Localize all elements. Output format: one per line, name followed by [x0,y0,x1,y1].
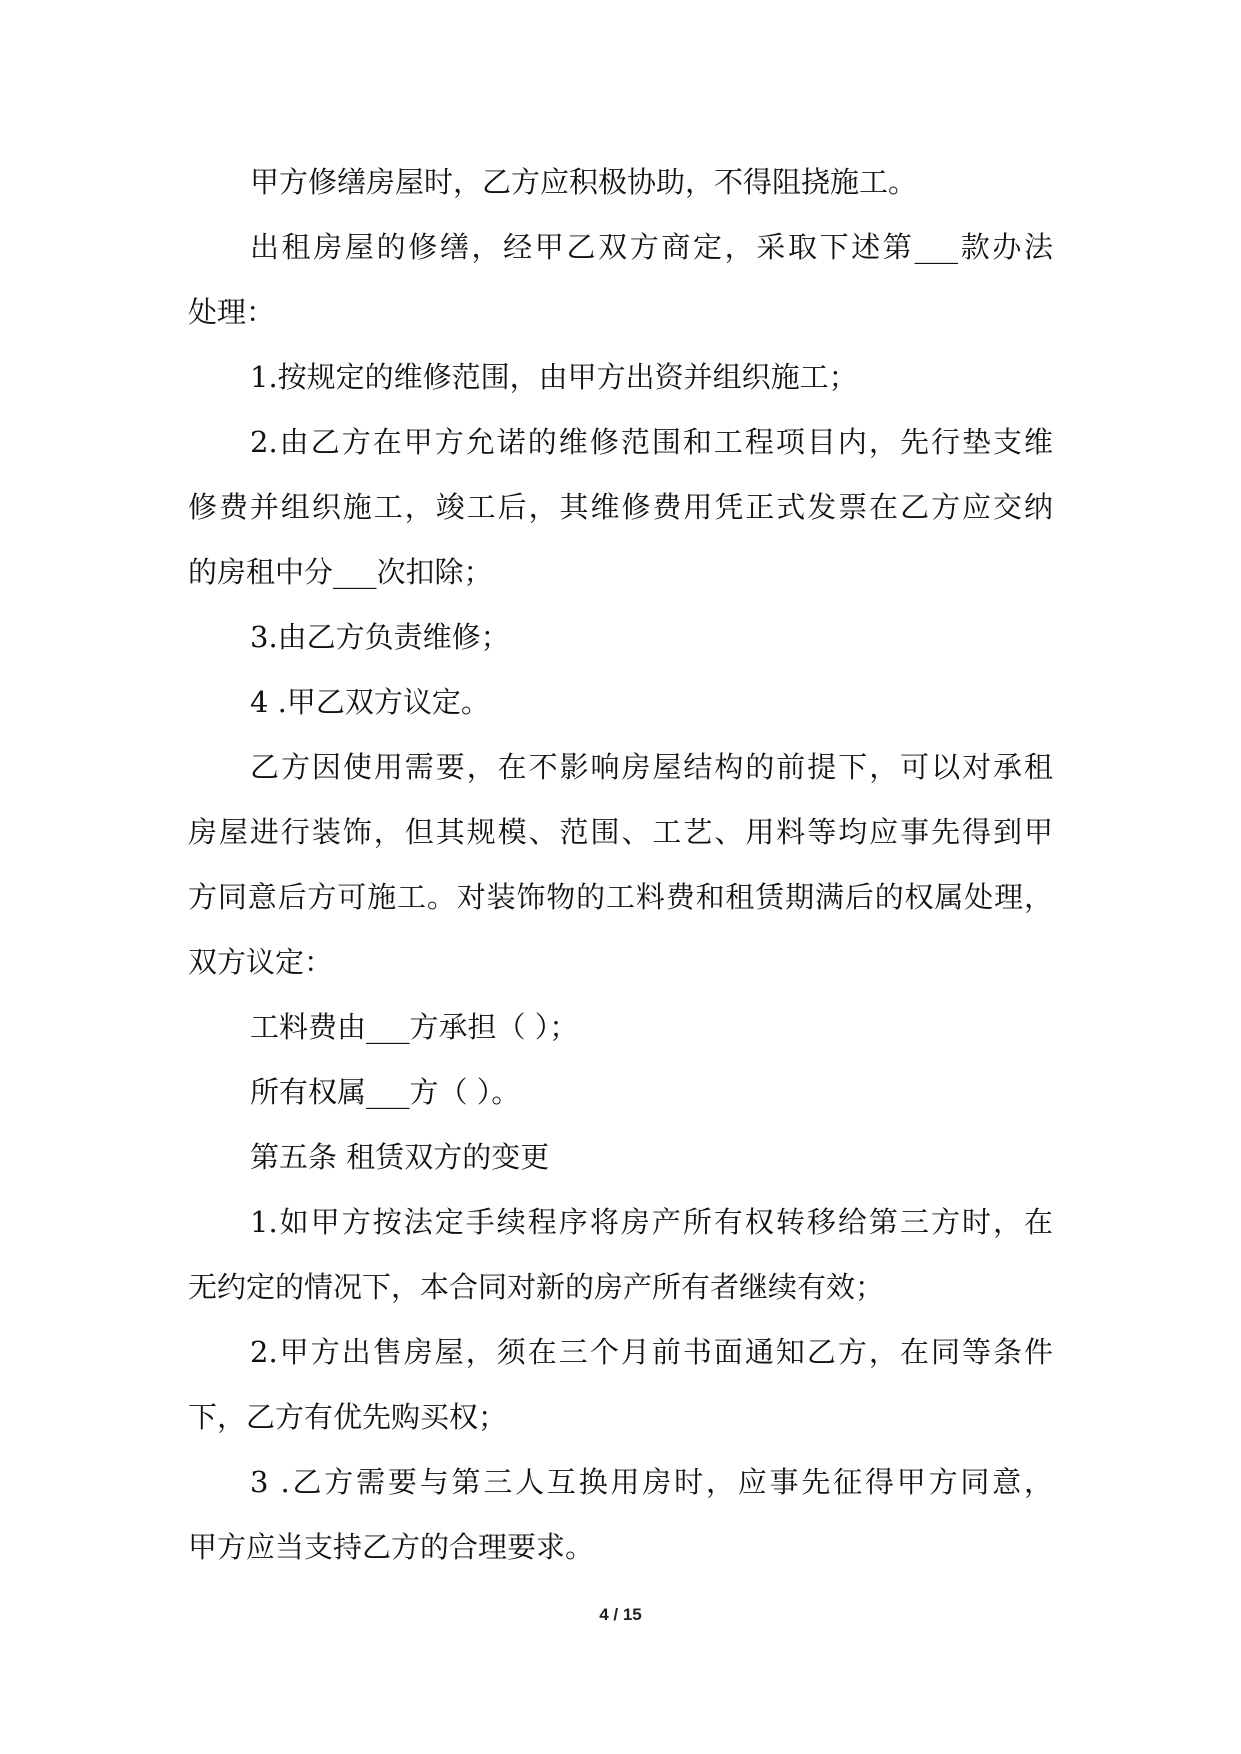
paragraph-line: 方同意后方可施工。对装饰物的工料费和租赁期满后的权属处理， [188,880,1053,914]
page-number: 4 / 15 [599,1605,642,1624]
paragraph-line: 工料费由___方承担（ ）； [250,1010,579,1044]
paragraph-line: 3.由乙方负责维修； [250,620,510,654]
paragraph-line: 甲方应当支持乙方的合理要求。 [188,1530,595,1564]
paragraph-line: 2.由乙方在甲方允诺的维修范围和工程项目内，先行垫支维 [250,425,1053,459]
paragraph-line: 4 .甲乙双方议定。 [250,685,490,719]
paragraph-line: 2.甲方出售房屋，须在三个月前书面通知乙方，在同等条件 [250,1335,1053,1369]
paragraph-line: 房屋进行装饰，但其规模、范围、工艺、用料等均应事先得到甲 [188,815,1053,849]
section-heading: 第五条 租赁双方的变更 [250,1140,550,1174]
document-body [188,150,1053,1580]
paragraph-line: 下，乙方有优先购买权； [188,1400,508,1434]
paragraph-line: 无约定的情况下，本合同对新的房产所有者继续有效； [188,1270,885,1304]
paragraph-line: 甲方修缮房屋时，乙方应积极协助，不得阻挠施工。 [250,165,918,199]
paragraph-line: 所有权属___方（ ）。 [250,1075,521,1109]
paragraph-line: 1.如甲方按法定手续程序将房产所有权转移给第三方时，在 [250,1205,1053,1239]
paragraph-line: 1.按规定的维修范围，由甲方出资并组织施工； [250,360,858,394]
paragraph-line: 出租房屋的修缮，经甲乙双方商定，采取下述第___款办法 [250,230,1053,264]
paragraph-line: 处理： [188,295,276,329]
paragraph-line: 的房租中分___次扣除； [188,555,493,589]
paragraph-line: 双方议定： [188,945,334,979]
paragraph-line: 乙方因使用需要，在不影响房屋结构的前提下，可以对承租 [250,750,1053,784]
paragraph-line: 修费并组织施工，竣工后，其维修费用凭正式发票在乙方应交纳 [188,490,1053,524]
paragraph-line: 3 .乙方需要与第三人互换用房时，应事先征得甲方同意， [250,1465,1053,1499]
